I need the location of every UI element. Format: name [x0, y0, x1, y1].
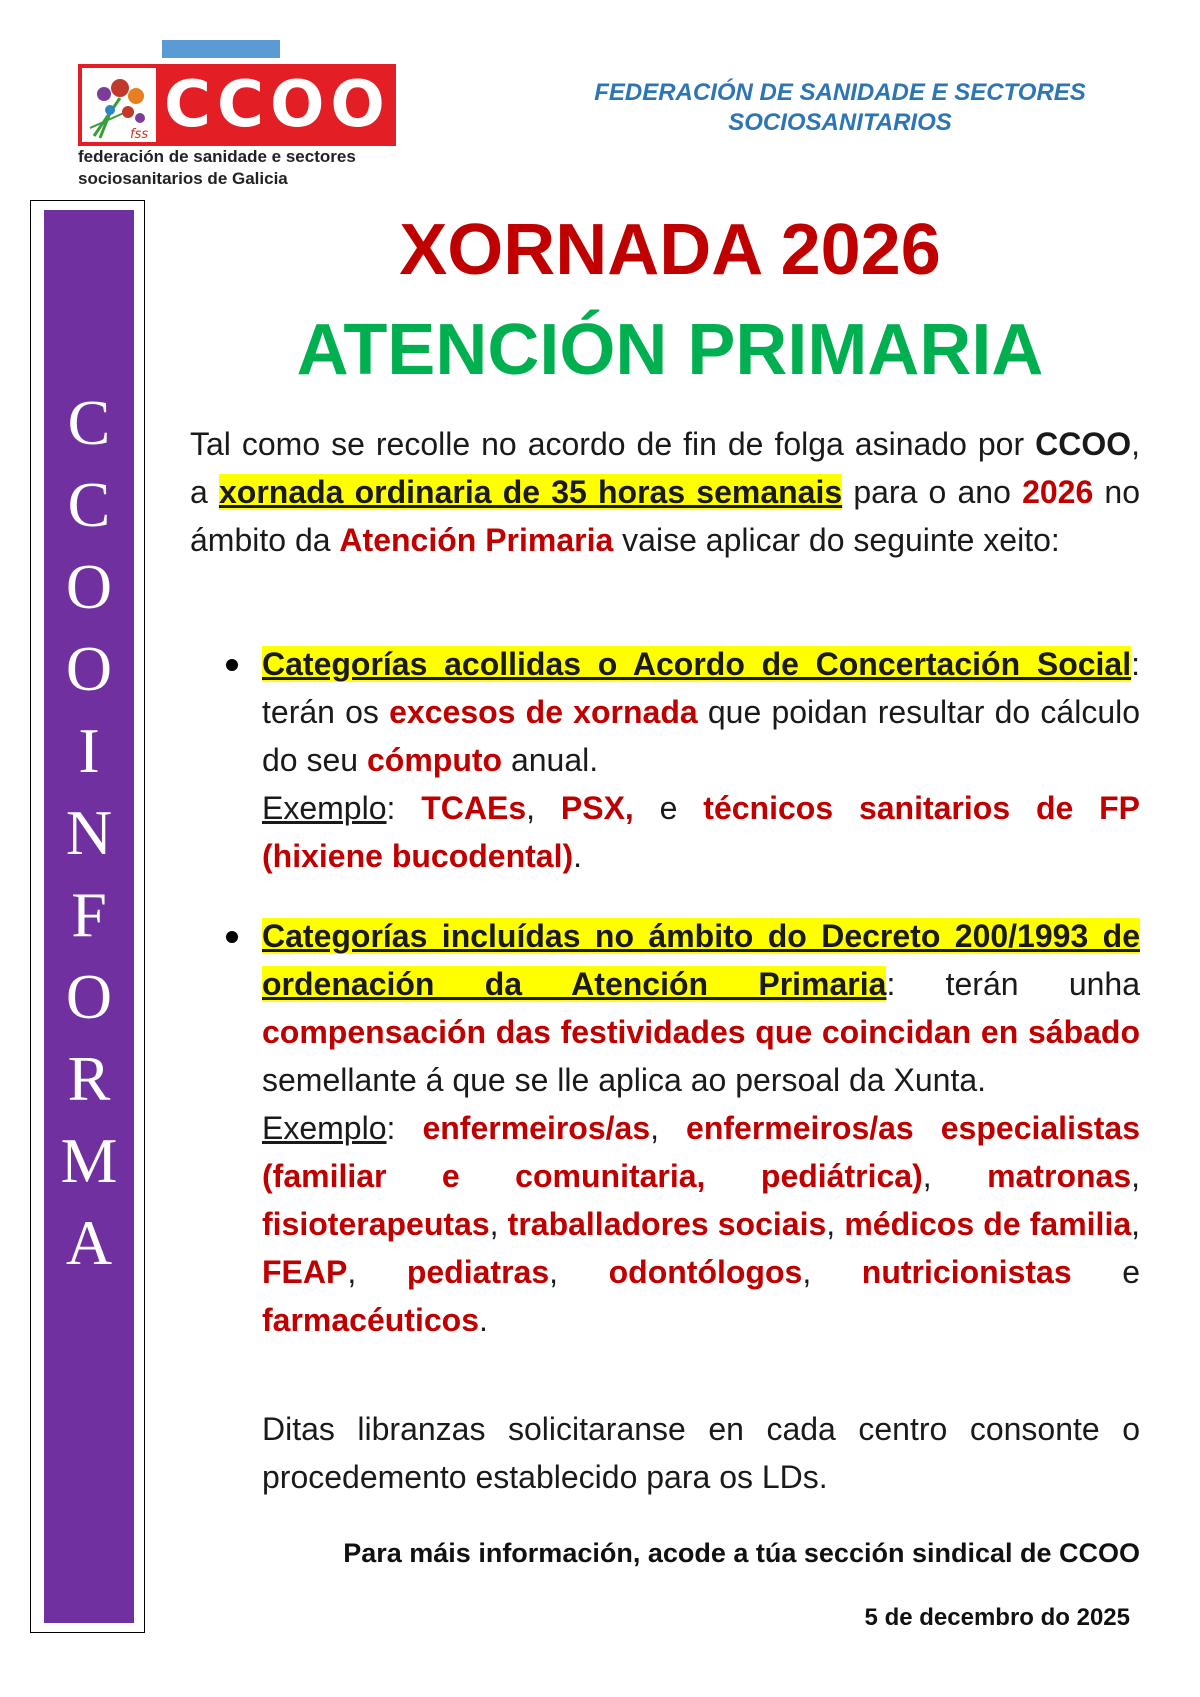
sidebar-letter: M	[60, 1125, 118, 1196]
bullet2-highlight: Categorías incluídas no ámbito do Decreto 200/1993 de ordenación da Atención Primaria	[262, 918, 1140, 1002]
bullet2-red: compensación das festividades que coincidan en sábado	[262, 1014, 1140, 1050]
bullet2-red: pediatras	[406, 1254, 550, 1290]
list-item	[220, 640, 1140, 880]
bullet1-text: e	[633, 790, 704, 826]
bullet2-text: ,	[802, 1254, 862, 1290]
logo-subtitle-line1: federación de sanidade e sectores	[78, 147, 356, 166]
sidebar-letters	[44, 382, 134, 1284]
bullet2-text: ,	[826, 1206, 845, 1242]
bullet1-red: TCAEs	[421, 790, 527, 826]
logo-ccoo-text: CCOO	[164, 68, 391, 142]
bullet1-text: ,	[526, 790, 561, 826]
bullet2-text: :	[386, 1110, 423, 1146]
bullet2-text: ,	[1131, 1206, 1141, 1242]
ccoo-logo	[78, 40, 408, 190]
footer-info: Para máis información, acode a túa sección sindical de CCOO	[343, 1538, 1140, 1568]
sidebar-letter: R	[67, 1043, 111, 1114]
sidebar-letter: O	[65, 633, 113, 704]
sidebar-letter: A	[65, 1207, 113, 1278]
federation-line2: SOCIOSANITARIOS	[728, 109, 952, 136]
bullet2-red: farmacéuticos	[262, 1302, 479, 1338]
intro-text: , a	[190, 426, 1140, 510]
bullet2-red: nutricionistas	[861, 1254, 1072, 1290]
bullet2-red: FEAP	[262, 1254, 348, 1290]
intro-highlight: xornada ordinaria de 35 horas semanais	[218, 474, 843, 510]
bullet2-red: médicos de familia	[844, 1206, 1132, 1242]
bullet2-text: ,	[1131, 1158, 1141, 1194]
bullet-dot-icon	[226, 659, 238, 671]
bullet1-red: técnicos sanitarios de FP (hixiene bucodental)	[262, 790, 1141, 874]
bullet-list-2	[220, 912, 1140, 1344]
ccoo-informa-sidebar	[44, 210, 134, 1623]
sidebar-letter: N	[65, 797, 113, 868]
bullet1-text: .	[573, 838, 583, 874]
sidebar-letter: I	[78, 715, 100, 786]
footer-date: 5 de decembro do 2025	[864, 1604, 1130, 1631]
logo-subtitle-line2: sociosanitarios de Galicia	[78, 169, 288, 188]
bullet2-text: : terán unha	[886, 966, 1141, 1002]
bullet2-text: ,	[549, 1254, 609, 1290]
bullet2-text: e	[1071, 1254, 1140, 1290]
bullet2-red: enfermeiros/as especialistas (familiar e comunitaria, pediátrica)	[262, 1110, 1141, 1194]
bullet1-text: que poidan resultar do cálculo do seu	[262, 694, 1141, 778]
bullet2-red: odontólogos	[608, 1254, 803, 1290]
page-subtitle: ATENCIÓN PRIMARIA	[296, 310, 1044, 390]
bullet1-text: anual.	[502, 742, 599, 778]
intro-text: Tal como se recolle no acordo de fin de folga asinado por	[190, 426, 1036, 462]
emblem-text: fss	[130, 127, 149, 142]
logo-subtitle	[78, 146, 356, 190]
intro-year: 2026	[1022, 474, 1094, 510]
sidebar-letter: O	[65, 551, 113, 622]
list-item	[220, 912, 1140, 1344]
bullet2-example-label: Exemplo	[262, 1110, 387, 1146]
bullet-dot-icon	[226, 931, 238, 943]
sidebar-letter: C	[67, 469, 111, 540]
intro-text: no ámbito da	[190, 474, 1141, 558]
bullet2-red: matronas	[987, 1158, 1132, 1194]
bullet2-text: ,	[922, 1158, 988, 1194]
bullet2-text: ,	[347, 1254, 407, 1290]
intro-paragraph	[190, 420, 1140, 564]
sidebar-letter: C	[67, 387, 111, 458]
bullet1-highlight: Categorías acollidas o Acordo de Concertación Social	[262, 646, 1132, 682]
bullet2-text: .	[478, 1302, 488, 1338]
intro-atencion-primaria: Atención Primaria	[339, 522, 614, 558]
bullet1-text: : terán os	[262, 646, 1140, 730]
bullet2-red: fisioterapeutas	[262, 1206, 490, 1242]
bullet1-example-label: Exemplo	[262, 790, 387, 826]
bullet2-red: traballadores sociais	[507, 1206, 827, 1242]
logo-blue-bar	[162, 40, 280, 58]
bullet1-red: excesos de xornada	[389, 694, 698, 730]
page-title: XORNADA 2026	[399, 210, 941, 290]
bullet2-red: enfermeiros/as	[422, 1110, 651, 1146]
bullet-list-1	[220, 640, 1140, 880]
federation-line1: FEDERACIÓN DE SANIDADE E SECTORES	[594, 79, 1086, 106]
intro-text: vaise aplicar do seguinte xeito:	[613, 522, 1060, 558]
bullet1-red: PSX,	[560, 790, 634, 826]
fss-emblem-icon	[82, 68, 156, 142]
intro-ccoo: CCOO	[1035, 426, 1132, 462]
bullet2-text: semellante á que se lle aplica ao persoal da Xunta.	[262, 1062, 987, 1098]
bullet1-red: cómputo	[366, 742, 503, 778]
bullet2-text: ,	[650, 1110, 687, 1146]
sidebar-letter: F	[71, 879, 107, 950]
sidebar-letter: O	[65, 961, 113, 1032]
bullet1-text: :	[386, 790, 422, 826]
ditas-paragraph: Ditas libranzas solicitaranse en cada centro consonte o procedemento establecido para os LDs.	[262, 1411, 1140, 1495]
bullet2-text: ,	[489, 1206, 508, 1242]
intro-text: para o ano	[842, 474, 1023, 510]
federation-header	[540, 78, 1140, 138]
